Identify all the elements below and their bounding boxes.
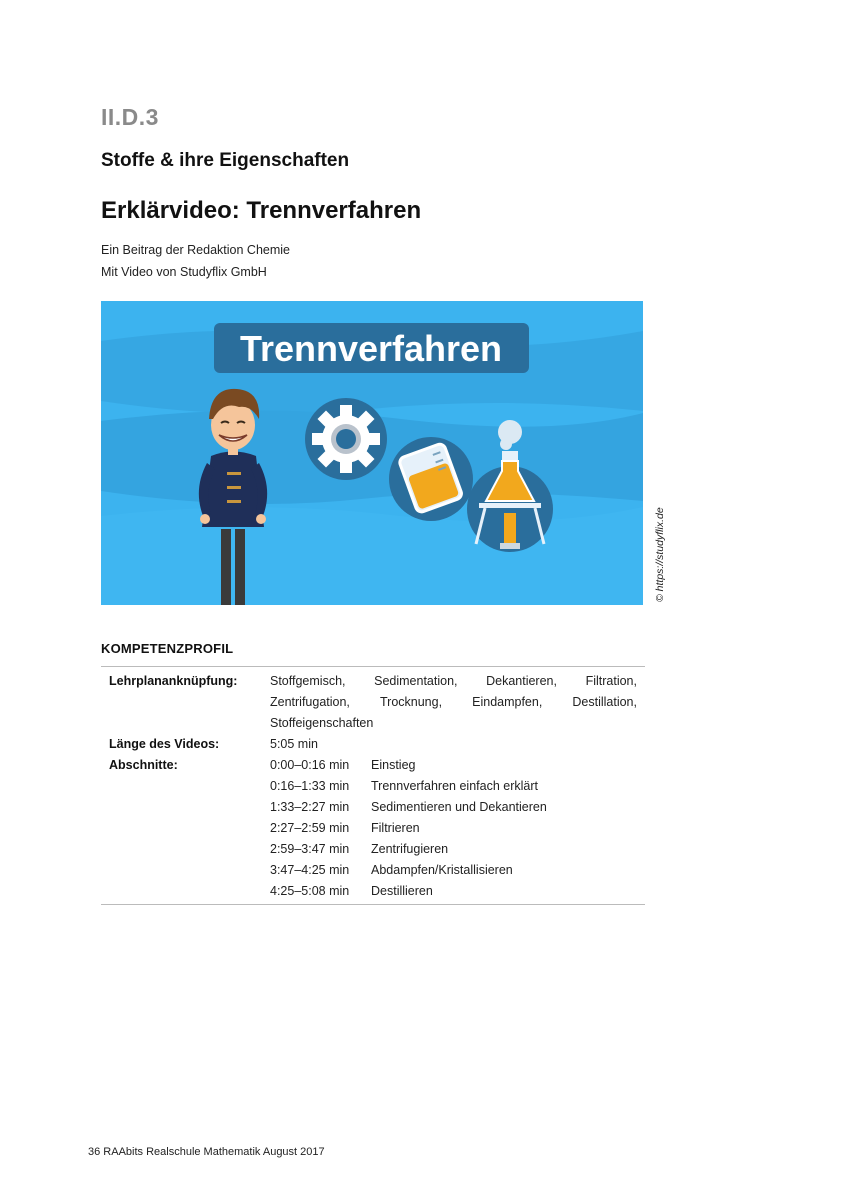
curriculum-term: Dekantieren, [486,674,557,688]
section-title: Abdampfen/Kristallisieren [371,863,513,877]
video-thumbnail[interactable] [101,301,643,605]
curriculum-term: Trocknung, [379,695,443,709]
sections-row [101,755,645,902]
page-title: Erklärvideo: Trennverfahren [101,197,422,224]
section-time: 2:59–3:47 min [270,842,350,856]
sections-label: Abschnitte: [109,758,178,772]
section-title: Filtrieren [371,821,420,835]
curriculum-term: Zentrifugation, [270,695,350,709]
section-title: Zentrifugieren [371,842,449,856]
curriculum-term: Destillation, [572,695,637,709]
subject-heading: Stoffe & ihre Eigenschaften [101,150,350,171]
section-time: 4:25–5:08 min [270,884,350,898]
curriculum-value [262,671,645,734]
section-item [270,881,637,902]
curriculum-term: Eindampfen, [472,695,543,709]
thumbnail-illustration [101,301,643,605]
section-code: II.D.3 [101,104,159,130]
section-item [270,797,637,818]
byline-editorial: Ein Beitrag der Redaktion Chemie [101,243,290,257]
competence-profile-table [101,666,645,905]
section-item [270,839,637,860]
curriculum-term: Stoffeigenschaften [270,716,374,730]
section-title: Sedimentieren und Dekantieren [371,800,547,814]
curriculum-label: Lehrplananknüpfung: [109,674,238,688]
section-item [270,755,637,776]
competence-profile-heading: KOMPETENZPROFIL [101,641,234,656]
image-credit: © https://studyflix.de [654,507,666,602]
page-footer: 36 RAAbits Realschule Mathematik August 2017 [88,1146,325,1158]
thumbnail-title: Trennverfahren [239,328,503,369]
sections-list [262,755,645,902]
byline-video: Mit Video von Studyflix GmbH [101,265,267,279]
video-length-label: Länge des Videos: [109,737,220,751]
section-item [270,860,637,881]
section-time: 0:16–1:33 min [270,779,350,793]
gear-icon [305,398,387,480]
curriculum-term: Sedimentation, [374,674,458,688]
section-time: 0:00–0:16 min [270,758,350,772]
curriculum-term: Filtration, [585,674,637,688]
section-title: Destillieren [371,884,433,898]
section-time: 3:47–4:25 min [270,863,350,877]
section-title: Einstieg [371,758,416,772]
section-time: 2:27–2:59 min [270,821,350,835]
curriculum-row [101,671,645,734]
section-time: 1:33–2:27 min [270,800,350,814]
section-item [270,818,637,839]
video-length-value: 5:05 min [270,737,318,751]
section-title: Trennverfahren einfach erklärt [371,779,538,793]
section-item [270,776,637,797]
beaker-icon [389,437,473,521]
curriculum-term: Stoffgemisch, [270,674,346,688]
curriculum-line [270,671,637,692]
curriculum-line [270,692,637,713]
video-length-row [101,734,645,755]
